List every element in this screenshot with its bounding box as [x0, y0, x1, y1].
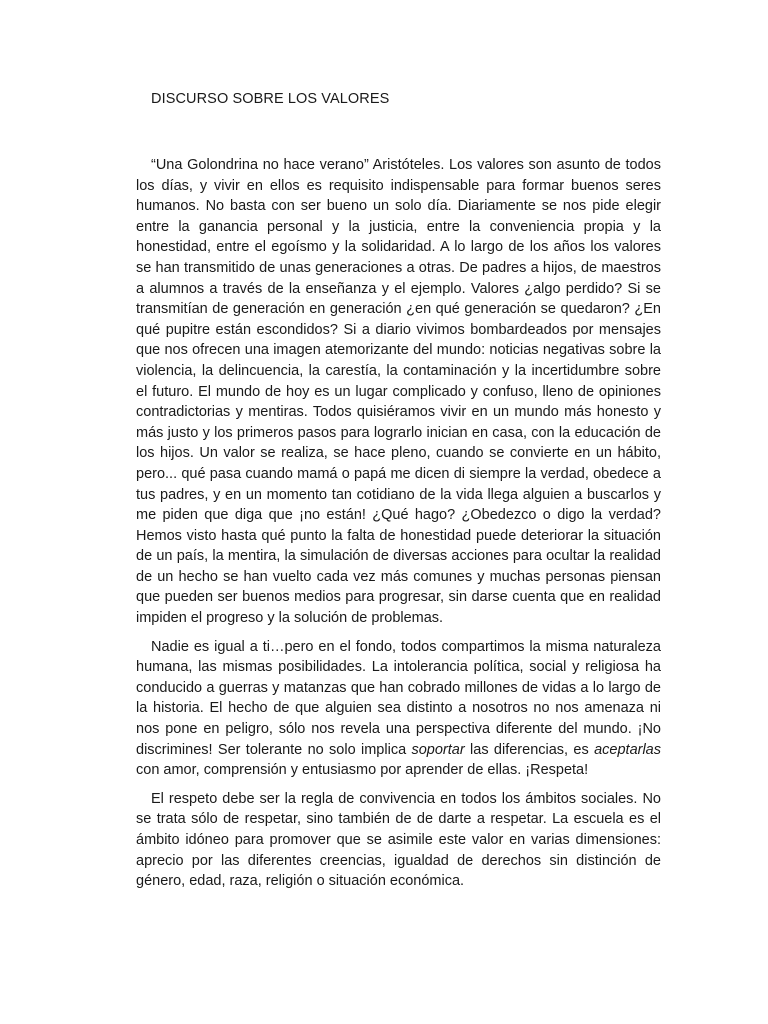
paragraph-2-italic-aceptarlas: aceptarlas [594, 741, 661, 758]
paragraph-1 [136, 155, 661, 629]
paragraph-2-text-a: Nadie es igual a ti…pero en el fondo, todos compartimos la misma naturaleza humana, las mismas posibilidades. La intolerancia política, social y religiosa ha conducido a guerras y matanzas que han cobrado millones de vidas a lo largo de la historia. El hecho de que alguien sea distinto a nosotros no nos amenaza ni nos pone en peligro, sólo nos revela una perspectiva diferente del mundo. ¡No discrimines! Ser tolerante no solo implica [136, 638, 661, 758]
document-body [136, 155, 661, 892]
paragraph-2-italic-soportar: soportar [411, 741, 465, 758]
paragraph-3-text: El respeto debe ser la regla de convivencia en todos los ámbitos sociales. No se trata sólo de respetar, sino también de de darte a respetar. La escuela es el ámbito idóneo para promover que se asimile este valor en varias dimensiones: aprecio por las diferentes creencias, igualdad de derechos sin distinción de género, edad, raza, religión o situación económica. [136, 790, 661, 890]
paragraph-2-text-b: las diferencias, es [464, 741, 595, 758]
paragraph-2 [136, 637, 661, 781]
paragraph-1-text: “Una Golondrina no hace verano” Aristóteles. Los valores son asunto de todos los días, y vivir en ellos es requisito indispensable para formar buenos seres humanos. No basta con ser bueno un solo día. Diariamente se nos pide elegir entre la ganancia personal y la justicia, entre la conveniencia propia y la honestidad, entre el egoísmo y la solidaridad. A lo largo de los años los valores se han transmitido de unas generaciones a otras. De padres a hijos, de maestros a alumnos a través de la enseñanza y el ejemplo. Valores ¿algo perdido? Si se transmitían de generación en generación ¿en qué generación se quedaron? ¿En qué pupitre están escondidos? Si a diario vivimos bombardeados por mensajes que nos ofrecen una imagen atemorizante del mundo: noticias negativas sobre la violencia, la delincuencia, la carestía, la contaminación y la incertidumbre sobre el futuro. El mundo de hoy es un lugar complicado y confuso, lleno de opiniones contradictorias y mentiras. Todos quisiéramos vivir en un mundo más honesto y más justo y los primeros pasos para lograrlo inician en casa, con la educación de los hijos. Un valor se realiza, se hace pleno, cuando se convierte en un hábito, pero... qué pasa cuando mamá o papá me dicen di siempre la verdad, obedece a tus padres, y en un momento tan cotidiano de la vida llega alguien a buscarlos y me piden que diga que ¡no están! ¿Qué hago? ¿Obedezco o digo la verdad? Hemos visto hasta qué punto la falta de honestidad puede deteriorar la situación de un país, la mentira, la simulación de diversas acciones para ocultar la realidad de un hecho se han vuelto cada vez más comunes y muchas personas piensan que pueden ser buenos medios para progresar, sin darse cuenta que en realidad impiden el progreso y la solución de problemas. [136, 157, 661, 627]
paragraph-3 [136, 789, 661, 892]
paragraph-2-text-c: con amor, comprensión y entusiasmo por aprender de ellas. ¡Respeta! [136, 762, 589, 779]
document-title: DISCURSO SOBRE LOS VALORES [151, 91, 390, 107]
